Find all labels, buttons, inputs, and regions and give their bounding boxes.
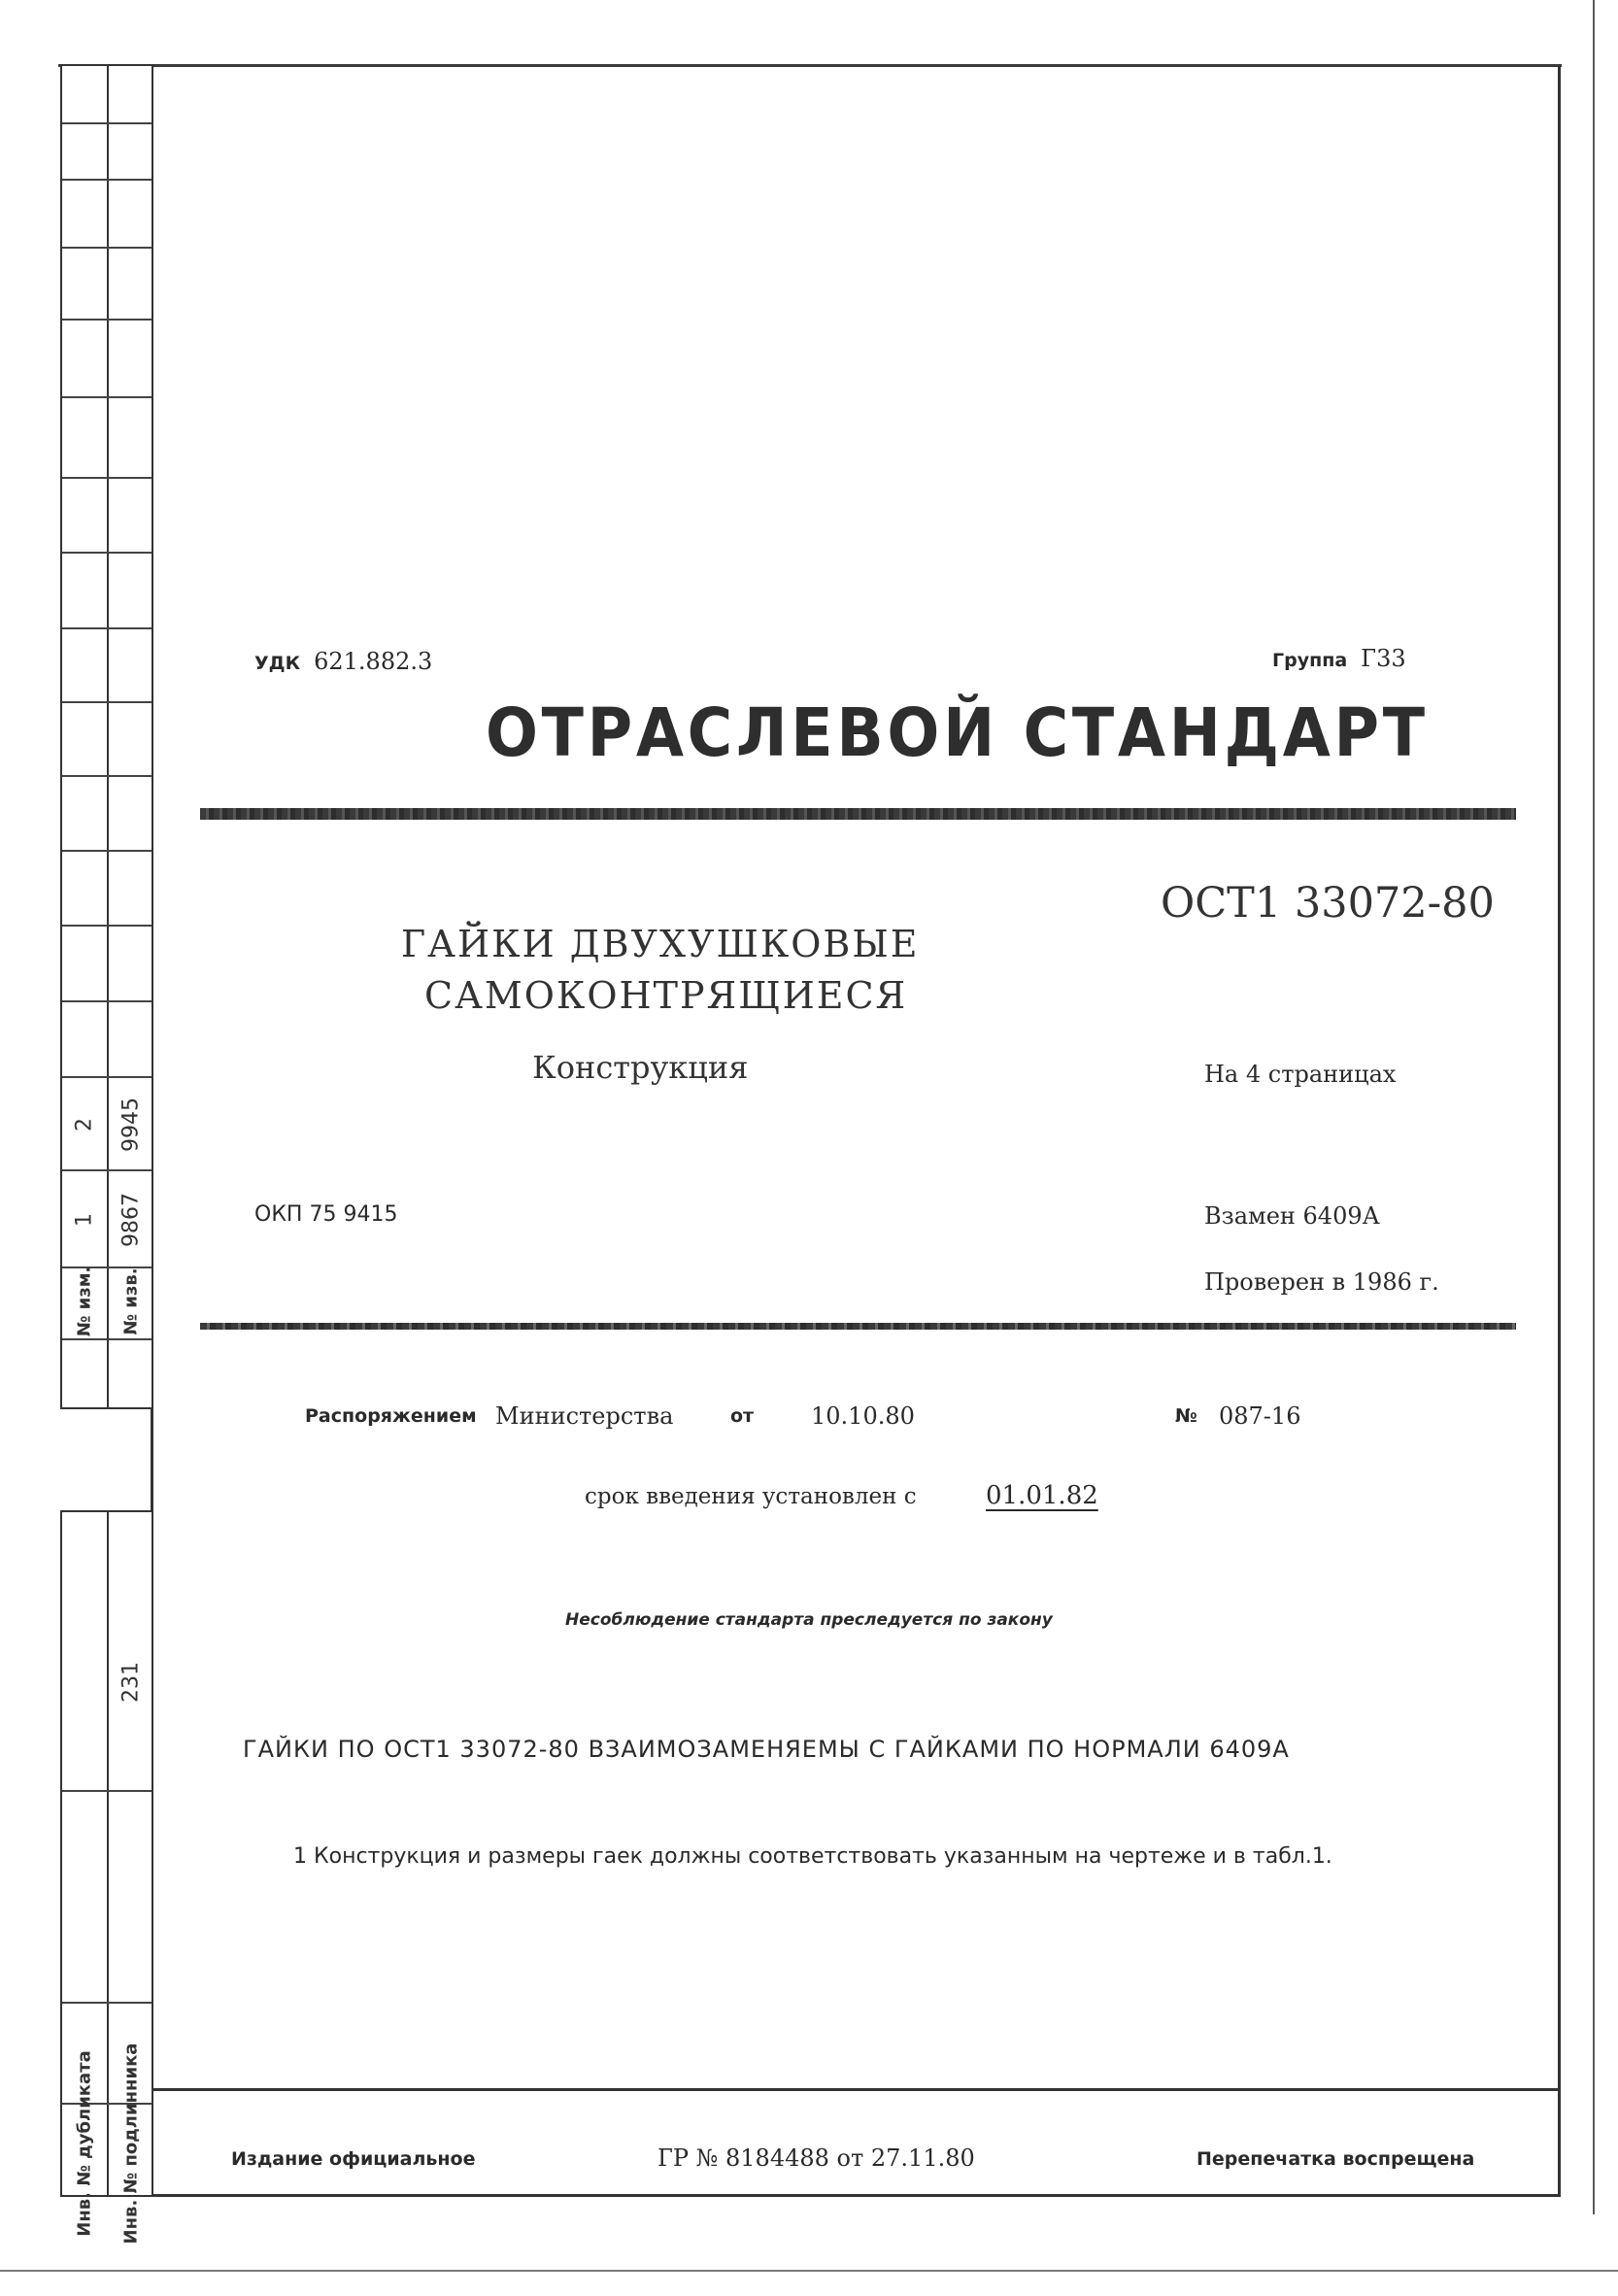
change-number-label: № изм. — [74, 1266, 95, 1337]
udk-code — [254, 648, 432, 675]
strip-row-line — [62, 1076, 152, 1078]
title-rule — [200, 1323, 1516, 1330]
inventory-duplicate-label: Инв. № дубликата — [74, 2050, 95, 2237]
edition-note: Издание официальное — [231, 2148, 476, 2170]
group-label: Группа — [1272, 650, 1348, 671]
order-label: Распоряжением — [305, 1405, 477, 1427]
standard-number: ОСТ1 33072-80 — [1161, 879, 1495, 928]
strip-row-line — [62, 2002, 152, 2004]
order-from: от — [730, 1405, 755, 1427]
strip-row-line — [62, 1169, 152, 1171]
standard-name-line-2: САМОКОНТРЯЩИЕСЯ — [424, 974, 908, 1017]
header-title: ОТРАСЛЕВОЙ СТАНДАРТ — [486, 694, 1429, 772]
outer-bottom-border — [0, 2270, 1618, 2272]
checked-note: Проверен в 1986 г. — [1204, 1268, 1439, 1296]
strip-column-divider — [107, 66, 109, 1407]
udk-label: УДК — [254, 653, 301, 674]
order-date: 10.10.80 — [811, 1402, 915, 1430]
order-number: 087-16 — [1219, 1402, 1301, 1430]
inventory-original-number: 231 — [118, 1662, 144, 1703]
strip-row-line — [62, 396, 152, 398]
group-value: Г33 — [1361, 645, 1406, 672]
strip-row-line — [62, 477, 152, 479]
strip-row-line — [62, 552, 152, 554]
header-rule — [200, 808, 1516, 820]
reprint-notice: Перепечатка воспрещена — [1197, 2148, 1475, 2170]
clause-1: 1 Конструкция и размеры гаек должны соответствовать указанным на чертеже и в табл.1. — [293, 1844, 1332, 1869]
order-ministry: Министерства — [495, 1402, 674, 1430]
replaces-note: Взамен 6409А — [1204, 1202, 1380, 1230]
strip-row-line — [62, 247, 152, 249]
strip-row-line — [62, 319, 152, 321]
inventory-strip — [60, 1510, 153, 2245]
notice-2-number: 9945 — [118, 1097, 144, 1152]
okp-code: ОКП 75 9415 — [254, 1202, 398, 1227]
strip-column-divider — [107, 1512, 109, 2195]
page-count: На 4 страницах — [1204, 1061, 1397, 1088]
strip-row-line — [62, 850, 152, 852]
strip-row-line — [62, 775, 152, 777]
change-2-number: 2 — [72, 1118, 97, 1131]
introduction-text: срок введения установлен с — [585, 1484, 917, 1509]
strip-row-line — [62, 1338, 152, 1340]
introduction-date: 01.01.82 — [986, 1481, 1098, 1510]
udk-value: 621.882.3 — [314, 648, 433, 675]
strip-row-line — [62, 925, 152, 927]
change-register-strip — [60, 64, 153, 1409]
inventory-original-label: Инв. № подлинника — [120, 2043, 142, 2245]
strip-row-line — [62, 1790, 152, 1792]
standard-name-line-1: ГАЙКИ ДВУХУШКОВЫЕ — [401, 923, 920, 965]
strip-row-line — [62, 701, 152, 703]
change-1-number: 1 — [72, 1213, 97, 1227]
strip-row-line — [62, 179, 152, 181]
legal-notice: Несоблюдение стандарта преследуется по закону — [565, 1610, 1053, 1630]
registration-number: ГР № 8184488 от 27.11.80 — [657, 2144, 975, 2172]
notice-1-number: 9867 — [118, 1193, 144, 1247]
strip-row-line — [62, 122, 152, 124]
group-code — [1272, 645, 1406, 672]
standard-subtitle: Конструкция — [532, 1049, 749, 1086]
strip-row-line — [62, 627, 152, 629]
strip-row-line — [62, 1000, 152, 1002]
footer-divider — [151, 2088, 1561, 2091]
order-number-label: № — [1175, 1405, 1197, 1427]
outer-right-border — [1593, 0, 1595, 2214]
notice-number-label: № изв. — [120, 1267, 142, 1335]
interchangeability-statement: ГАЙКИ ПО ОСТ1 33072-80 ВЗАИМОЗАМЕНЯЕМЫ С ГАЙКАМИ ПО НОРМАЛИ 6409А — [243, 1736, 1290, 1763]
